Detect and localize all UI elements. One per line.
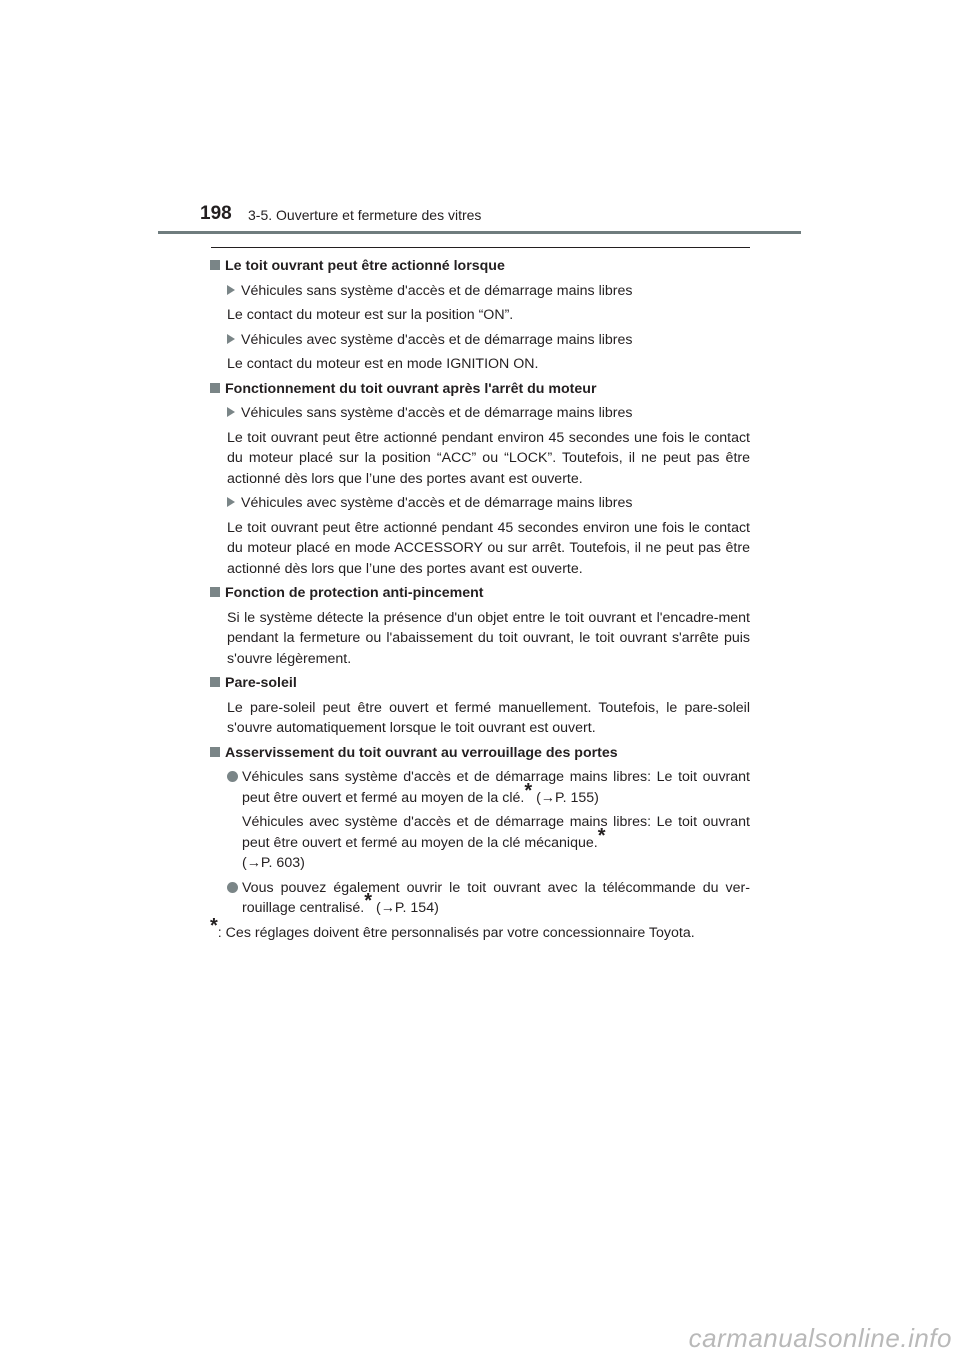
section-heading [210, 583, 750, 604]
subheading [227, 281, 750, 302]
subheading-text: Véhicules avec système d'accès et de démarrage mains libres [241, 495, 633, 511]
triangle-right-icon [227, 334, 235, 344]
heading-text: Fonctionnement du toit ouvrant après l'arrêt du moteur [225, 380, 597, 397]
heading-text: Fonction de protection anti-pincement [225, 585, 484, 601]
list-item-text [242, 767, 750, 808]
heading-text: Asservissement du toit ouvrant au verrouillage des portes [225, 744, 618, 761]
square-bullet-icon [210, 383, 220, 393]
subheading-text: Véhicules sans système d'accès et de démarrage mains libres [241, 405, 633, 421]
section-heading [210, 256, 750, 277]
heading-text: Le toit ouvrant peut être actionné lorsque [225, 258, 505, 274]
subheading [227, 330, 750, 351]
section-heading [210, 379, 750, 400]
circle-bullet-icon [227, 771, 238, 782]
list-item-body: Véhicules avec système d'accès et de démarrage mains libres: Le toit ouvrant peut être ouvert et fermé au moyen de la clé mécanique. [242, 814, 750, 851]
triangle-right-icon [227, 497, 235, 507]
watermark: carmanualsonline.info [688, 1323, 952, 1353]
list-item [227, 767, 750, 808]
list-item-text [242, 878, 750, 919]
paragraph: Le pare-soleil peut être ouvert et fermé manuellement. Toutefois, le pare-soleil s'ouvre automatiquement lorsque le toit ouvrant est ouvert. [227, 699, 750, 736]
list-item [227, 878, 750, 919]
footnote-marker: * [210, 914, 218, 937]
list-item-continuation [242, 812, 750, 874]
square-bullet-icon [210, 587, 220, 597]
content [210, 256, 750, 943]
page-reference-link[interactable]: (→P. 154) [372, 900, 439, 916]
section-title: 3-5. Ouverture et fermeture des vitres [248, 207, 482, 223]
square-bullet-icon [210, 677, 220, 687]
triangle-right-icon [227, 285, 235, 295]
square-bullet-icon [210, 747, 220, 757]
asterisk-marker: * [597, 824, 606, 847]
page-reference-link[interactable]: (→P. 155) [532, 789, 599, 806]
paragraph: Le contact du moteur est sur la position “ON”. [227, 307, 514, 323]
triangle-right-icon [227, 407, 235, 417]
paragraph: Le toit ouvrant peut être actionné pendant 45 secondes environ une fois le contact du moteur placé en mode ACCESSORY ou sur arrêt. Toutefois, il ne peut pas être actionné dès lors que l’une des portes avant est ouverte. [227, 519, 750, 577]
subheading [227, 403, 750, 424]
section-heading [210, 743, 750, 764]
page-reference-link[interactable]: (→P. 603) [242, 855, 305, 871]
subheading-text: Véhicules avec système d'accès et de démarrage mains libres [241, 331, 633, 348]
footnote [210, 914, 750, 944]
subheading [227, 493, 750, 514]
paragraph: Si le système détecte la présence d'un objet entre le toit ouvrant et l'encadre-ment pendant la fermeture ou l'abaissement du toit ouvrant, le toit ouvrant s'arrête puis s'ouvre légèrement. [227, 609, 750, 667]
paragraph: Le toit ouvrant peut être actionné pendant environ 45 secondes une fois le contact du moteur placé sur la position “ACC” ou “LOCK”. Toutefois, il ne peut pas être actionné dès lors que l’une des portes avant est ouverte. [227, 429, 750, 487]
header-rule [158, 231, 801, 234]
list-item-body: Véhicules sans système d'accès et de démarrage mains libres: Le toit ouvrant peut être ouvert et fermé au moyen de la clé. [242, 769, 750, 806]
paragraph: Le contact du moteur est en mode IGNITION ON. [227, 356, 539, 372]
page-number: 198 [200, 203, 232, 224]
square-bullet-icon [210, 260, 220, 270]
circle-bullet-icon [227, 882, 238, 893]
heading-text: Pare-soleil [225, 675, 297, 691]
asterisk-marker: * [524, 779, 533, 802]
section-heading [210, 673, 750, 694]
content-rule [211, 247, 750, 248]
subheading-text: Véhicules sans système d'accès et de démarrage mains libres [241, 282, 633, 299]
footnote-text: : Ces réglages doivent être personnalisés par votre concessionnaire Toyota. [217, 924, 695, 941]
asterisk-marker: * [364, 890, 373, 912]
list-item-body: Vous pouvez également ouvrir le toit ouvrant avec la télécommande du ver-rouillage centralisé. [242, 879, 750, 916]
